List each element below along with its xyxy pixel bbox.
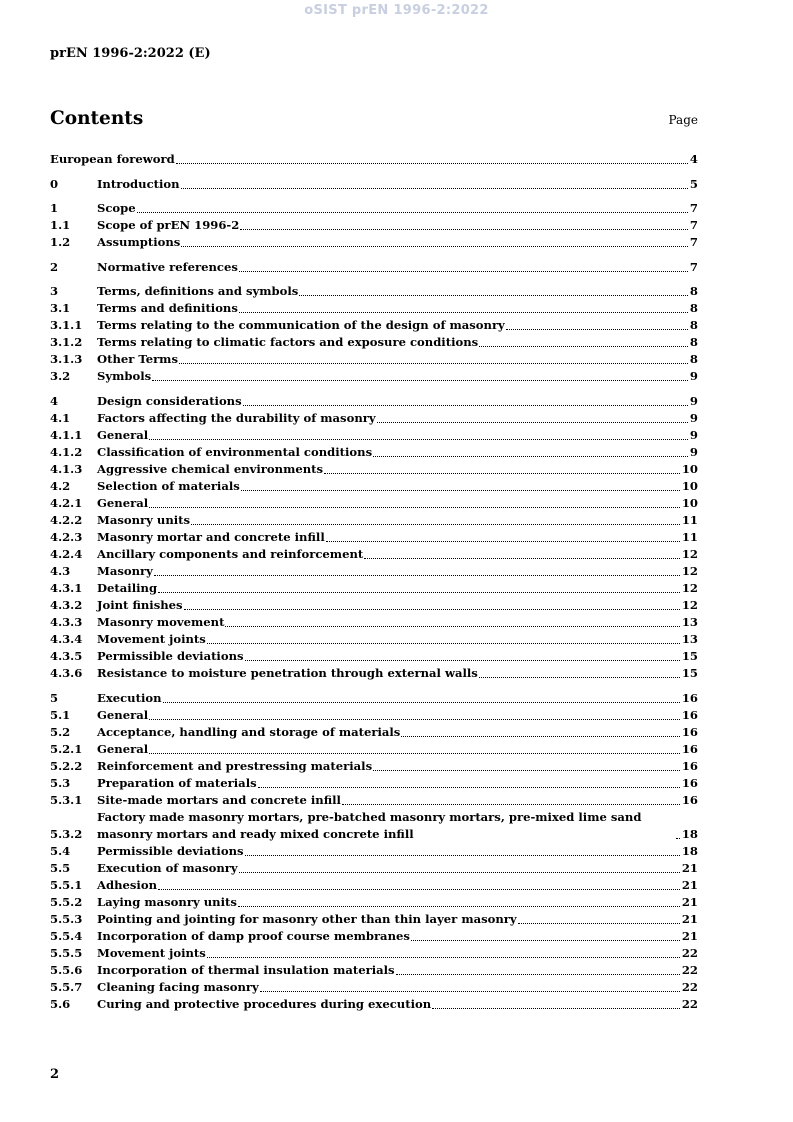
toc-entry-title: Execution xyxy=(97,690,162,705)
dot-leader xyxy=(373,770,680,771)
toc-entry-page: 10 xyxy=(681,495,698,510)
toc-entry-page: 8 xyxy=(689,318,698,333)
dot-leader xyxy=(506,329,688,330)
toc-entry[interactable] xyxy=(50,690,698,707)
toc-entry-title: Permissible deviations xyxy=(97,843,244,858)
toc-entry[interactable] xyxy=(50,877,698,894)
toc-entry-number: 4.1.2 xyxy=(50,444,83,459)
toc-entry-title: Incorporation of thermal insulation materials xyxy=(97,962,395,977)
toc-entry[interactable] xyxy=(50,217,698,234)
dot-leader xyxy=(158,592,680,593)
toc-entry-title: Site-made mortars and concrete infill xyxy=(97,792,341,807)
dot-leader xyxy=(149,719,680,720)
dot-leader xyxy=(179,363,688,364)
toc-entry-page: 15 xyxy=(681,665,698,680)
toc-entry-title: Movement joints xyxy=(97,631,206,646)
toc-entry-page: 22 xyxy=(681,996,698,1011)
toc-entry[interactable] xyxy=(50,444,698,461)
toc-entry-number: 3.1.2 xyxy=(50,335,83,350)
contents-title: Contents xyxy=(50,108,144,129)
toc-entry-number: 5.5.5 xyxy=(50,945,83,960)
toc-entry-number: 4.2 xyxy=(50,478,71,493)
toc-entry-title: Masonry mortar and concrete infill xyxy=(97,529,325,544)
dot-leader xyxy=(149,439,688,440)
toc-entry[interactable] xyxy=(50,283,698,300)
toc-entry[interactable] xyxy=(50,843,698,860)
toc-entry-page: 21 xyxy=(681,911,698,926)
toc-entry-number: 4.1.3 xyxy=(50,461,83,476)
page-column-label: Page xyxy=(668,113,698,127)
toc-entry[interactable] xyxy=(50,495,698,512)
toc-entry-page: 21 xyxy=(681,860,698,875)
toc-entry-number: 3.1.1 xyxy=(50,318,83,333)
toc-entry-page: 8 xyxy=(689,352,698,367)
toc-entry[interactable] xyxy=(50,614,698,631)
toc-entry-number: 5 xyxy=(50,690,59,705)
toc-entry-title: Scope xyxy=(97,201,136,216)
toc-entry-number: 2 xyxy=(50,259,59,274)
dot-leader xyxy=(181,188,688,189)
toc-entry-page: 9 xyxy=(689,427,698,442)
toc-entry-title: Reinforcement and prestressing materials xyxy=(97,758,373,773)
toc-entry[interactable] xyxy=(50,334,698,351)
toc-entry-title: Detailing xyxy=(97,580,158,595)
toc-entry-title: Curing and protective procedures during execution xyxy=(97,996,432,1011)
toc-entry-page: 18 xyxy=(681,843,698,858)
dot-leader xyxy=(207,957,680,958)
toc-entry-page: 16 xyxy=(681,724,698,739)
toc-entry-page: 13 xyxy=(681,631,698,646)
dot-leader xyxy=(479,677,680,678)
toc-entry-title: Pointing and jointing for masonry other than thin layer masonry xyxy=(97,911,517,926)
dot-leader xyxy=(245,660,680,661)
toc-entry-number: 4.1 xyxy=(50,410,71,425)
toc-entry-number: 5.5 xyxy=(50,860,71,875)
toc-entry-number: 5.5.6 xyxy=(50,962,83,977)
toc-entry-number: 5.5.1 xyxy=(50,877,83,892)
toc-section-group xyxy=(50,176,698,193)
toc-entry-page: 7 xyxy=(689,235,698,250)
toc-entry-title: Masonry units xyxy=(97,512,191,527)
dot-leader xyxy=(191,524,680,525)
toc-entry-title: Factory made masonry mortars, pre-batched masonry mortars, pre-mixed lime sand masonry mortars and ready mixed concrete infill xyxy=(97,809,642,841)
toc-entry-number: 5.2.1 xyxy=(50,741,83,756)
dot-leader xyxy=(324,473,680,474)
toc-entry-number: 4.2.2 xyxy=(50,512,83,527)
toc-entry-number: 4.3.5 xyxy=(50,648,83,663)
toc-entry-title: Masonry movement xyxy=(97,614,225,629)
toc-section-group xyxy=(50,690,698,1013)
toc-entry-title: Incorporation of damp proof course membranes xyxy=(97,928,410,943)
toc-entry-page: 4 xyxy=(689,152,698,166)
dot-leader xyxy=(342,804,680,805)
toc-entry-page: 8 xyxy=(689,284,698,299)
toc-entry[interactable] xyxy=(50,707,698,724)
toc-entry-number: 4.3.6 xyxy=(50,665,83,680)
toc-entry-number: 3.2 xyxy=(50,369,71,384)
toc-entry-page: 18 xyxy=(681,826,698,841)
toc-entry-number: 5.3.1 xyxy=(50,792,83,807)
toc-entry[interactable] xyxy=(50,792,698,809)
dot-leader xyxy=(154,575,680,576)
dot-leader xyxy=(163,702,680,703)
toc-entry[interactable] xyxy=(50,300,698,317)
toc-entry-number: 5.5.4 xyxy=(50,928,83,943)
toc-entry-number: 4.2.1 xyxy=(50,495,83,510)
toc-entry-page: 7 xyxy=(689,218,698,233)
toc-entry[interactable] xyxy=(50,911,698,928)
toc-entry[interactable] xyxy=(50,962,698,979)
toc-entry[interactable] xyxy=(50,928,698,945)
toc-entry-title: Assumptions xyxy=(97,235,181,250)
dot-leader xyxy=(299,295,688,296)
dot-leader xyxy=(149,753,680,754)
toc-entry-number: 5.3 xyxy=(50,775,71,790)
dot-leader xyxy=(479,346,688,347)
dot-leader xyxy=(149,507,680,508)
toc-entry-title: Aggressive chemical environments xyxy=(97,461,324,476)
dot-leader xyxy=(181,246,688,247)
toc-entry-page: 8 xyxy=(689,301,698,316)
toc-entry[interactable] xyxy=(50,351,698,368)
dot-leader xyxy=(326,541,680,542)
toc-entry-title: General xyxy=(97,495,149,510)
toc-entry-page: 22 xyxy=(681,979,698,994)
toc-entry[interactable] xyxy=(50,234,698,251)
toc-entry[interactable] xyxy=(50,741,698,758)
toc-entry-page: 9 xyxy=(689,393,698,408)
toc-entry-title: Classification of environmental conditions xyxy=(97,444,373,459)
toc-entry-title: Terms relating to the communication of the design of masonry xyxy=(97,318,505,333)
toc-entry-title: Factors affecting the durability of masonry xyxy=(97,410,376,425)
toc-entry[interactable] xyxy=(50,200,698,217)
toc-entry-title: Terms and definitions xyxy=(97,301,238,316)
toc-entry-page: 16 xyxy=(681,758,698,773)
dot-leader xyxy=(401,736,680,737)
toc-entry-page: 16 xyxy=(681,775,698,790)
toc-entry-title: Selection of materials xyxy=(97,478,240,493)
toc-entry[interactable] xyxy=(50,724,698,741)
dot-leader xyxy=(243,405,688,406)
dot-leader xyxy=(158,889,680,890)
toc-entry-title: Other Terms xyxy=(97,352,178,367)
toc-section-group xyxy=(50,259,698,276)
toc-entry-title: Laying masonry units xyxy=(97,894,237,909)
toc-entry-number: 4.3.4 xyxy=(50,631,83,646)
toc-entry-page: 21 xyxy=(681,894,698,909)
toc-entry[interactable] xyxy=(50,410,698,427)
toc-entry-page: 15 xyxy=(681,648,698,663)
toc-entry-page: 9 xyxy=(689,444,698,459)
toc-entry-title: General xyxy=(97,427,149,442)
toc-entry-title: Symbols xyxy=(97,369,152,384)
toc-entry-number: 5.6 xyxy=(50,996,71,1011)
toc-entry-number: 5.5.3 xyxy=(50,911,83,926)
toc-entry-title: Joint finishes xyxy=(97,597,183,612)
page-number: 2 xyxy=(50,1067,60,1082)
toc-entry[interactable] xyxy=(50,979,698,996)
toc-entry-number: 5.1 xyxy=(50,707,71,722)
toc-entry-title: Normative references xyxy=(97,259,238,274)
toc-entry[interactable] xyxy=(50,597,698,614)
watermark: oSIST prEN 1996-2:2022 xyxy=(304,3,489,18)
toc-entry-number: 1.1 xyxy=(50,218,71,233)
dot-leader xyxy=(518,923,680,924)
toc-entry-page: 16 xyxy=(681,690,698,705)
dot-leader xyxy=(258,787,680,788)
dot-leader xyxy=(240,229,688,230)
toc-entry-title: Design considerations xyxy=(97,393,242,408)
toc-entry[interactable] xyxy=(50,631,698,648)
toc-entry[interactable] xyxy=(50,259,698,276)
table-of-contents xyxy=(50,151,698,1020)
toc-entry-number: 4.1.1 xyxy=(50,427,83,442)
toc-entry-title: Movement joints xyxy=(97,945,206,960)
toc-entry-page: 7 xyxy=(689,201,698,216)
toc-entry-number: 3 xyxy=(50,284,59,299)
toc-entry-page: 12 xyxy=(681,546,698,561)
toc-entry-title: Adhesion xyxy=(97,877,158,892)
toc-entry-page: 12 xyxy=(681,563,698,578)
dot-leader xyxy=(239,312,688,313)
toc-entry-number: 5.4 xyxy=(50,843,71,858)
toc-entry-number: 5.5.2 xyxy=(50,894,83,909)
toc-entry[interactable] xyxy=(50,393,698,410)
toc-section-group xyxy=(50,393,698,682)
toc-entry[interactable] xyxy=(50,665,698,682)
toc-entry-number: 5.3.2 xyxy=(50,826,83,841)
dot-leader xyxy=(241,490,680,491)
toc-entry-page: 9 xyxy=(689,410,698,425)
toc-entry-page: 21 xyxy=(681,877,698,892)
toc-entry-number: 4 xyxy=(50,393,59,408)
toc-entry-number: 3.1.3 xyxy=(50,352,83,367)
toc-entry-number: 4.2.3 xyxy=(50,529,83,544)
toc-entry-title: Masonry xyxy=(97,563,153,578)
toc-entry-title: Resistance to moisture penetration through external walls xyxy=(97,665,478,680)
toc-entry[interactable] xyxy=(50,151,698,168)
dot-leader xyxy=(245,855,680,856)
dot-leader xyxy=(176,163,688,164)
toc-entry-title: Preparation of materials xyxy=(97,775,257,790)
toc-section-group xyxy=(50,200,698,251)
dot-leader xyxy=(239,872,680,873)
toc-entry-number: 4.3.3 xyxy=(50,614,83,629)
dot-leader xyxy=(396,974,680,975)
dot-leader xyxy=(238,906,680,907)
toc-entry[interactable] xyxy=(50,563,698,580)
toc-entry[interactable] xyxy=(50,860,698,877)
toc-entry-page: 5 xyxy=(689,176,698,191)
toc-entry-number: 4.2.4 xyxy=(50,546,83,561)
toc-entry-page: 21 xyxy=(681,928,698,943)
toc-entry-number: 4.3.2 xyxy=(50,597,83,612)
toc-entry-page: 9 xyxy=(689,369,698,384)
toc-entry-page: 16 xyxy=(681,707,698,722)
toc-entry-number: 5.5.7 xyxy=(50,979,83,994)
toc-entry-title: Terms, definitions and symbols xyxy=(97,284,299,299)
toc-entry-page: 22 xyxy=(681,945,698,960)
toc-entry-number: 1.2 xyxy=(50,235,71,250)
toc-entry-title: Execution of masonry xyxy=(97,860,238,875)
toc-section-group xyxy=(50,283,698,385)
toc-entry[interactable] xyxy=(50,317,698,334)
toc-entry-page: 16 xyxy=(681,792,698,807)
dot-leader xyxy=(364,558,680,559)
toc-entry-page: 13 xyxy=(681,614,698,629)
toc-entry[interactable] xyxy=(50,648,698,665)
toc-entry[interactable] xyxy=(50,176,698,193)
toc-entry-page: 11 xyxy=(681,512,698,527)
toc-entry[interactable] xyxy=(50,580,698,597)
dot-leader xyxy=(260,991,680,992)
toc-entry[interactable] xyxy=(50,546,698,563)
toc-entry-page: 12 xyxy=(681,597,698,612)
dot-leader xyxy=(676,838,680,839)
toc-entry-title: Permissible deviations xyxy=(97,648,244,663)
toc-entry-page: 22 xyxy=(681,962,698,977)
toc-entry[interactable] xyxy=(50,461,698,478)
toc-entry[interactable] xyxy=(50,427,698,444)
toc-entry-page: 12 xyxy=(681,580,698,595)
toc-entry-number: 1 xyxy=(50,201,59,216)
toc-entry-title: Ancillary components and reinforcement xyxy=(97,546,364,561)
dot-leader xyxy=(137,212,688,213)
document-id: prEN 1996-2:2022 (E) xyxy=(50,46,211,61)
toc-entry-number: 4.3 xyxy=(50,563,71,578)
toc-entry-title: Cleaning facing masonry xyxy=(97,979,259,994)
toc-entry-page: 10 xyxy=(681,478,698,493)
dot-leader xyxy=(207,643,680,644)
toc-entry-page: 8 xyxy=(689,335,698,350)
toc-entry-title: Introduction xyxy=(97,176,180,191)
toc-entry-page: 7 xyxy=(689,259,698,274)
toc-entry-page: 16 xyxy=(681,741,698,756)
toc-entry[interactable] xyxy=(50,478,698,495)
toc-entry-number: 5.2.2 xyxy=(50,758,83,773)
toc-entry[interactable] xyxy=(50,529,698,546)
dot-leader xyxy=(432,1008,680,1009)
toc-section-group xyxy=(50,151,698,168)
toc-entry[interactable] xyxy=(50,894,698,911)
toc-entry[interactable] xyxy=(50,809,698,843)
toc-entry-number: 0 xyxy=(50,176,59,191)
toc-entry[interactable] xyxy=(50,945,698,962)
toc-entry[interactable] xyxy=(50,996,698,1013)
toc-entry-title: General xyxy=(97,707,149,722)
dot-leader xyxy=(411,940,680,941)
toc-entry-title: Terms relating to climatic factors and exposure conditions xyxy=(97,335,479,350)
toc-entry-page: 10 xyxy=(681,461,698,476)
dot-leader xyxy=(152,380,688,381)
toc-entry[interactable] xyxy=(50,512,698,529)
toc-entry-number: 5.2 xyxy=(50,724,71,739)
toc-entry-title: General xyxy=(97,741,149,756)
dot-leader xyxy=(373,456,688,457)
toc-entry-title: European foreword xyxy=(50,152,175,166)
toc-entry-page: 11 xyxy=(681,529,698,544)
toc-entry-number: 4.3.1 xyxy=(50,580,83,595)
dot-leader xyxy=(225,626,679,627)
toc-entry-number: 3.1 xyxy=(50,301,71,316)
toc-entry[interactable] xyxy=(50,775,698,792)
toc-entry-title: Acceptance, handling and storage of materials xyxy=(97,724,401,739)
dot-leader xyxy=(239,271,688,272)
toc-entry-title: Scope of prEN 1996-2 xyxy=(97,218,240,233)
dot-leader xyxy=(377,422,688,423)
toc-entry[interactable] xyxy=(50,758,698,775)
dot-leader xyxy=(184,609,680,610)
toc-entry[interactable] xyxy=(50,368,698,385)
